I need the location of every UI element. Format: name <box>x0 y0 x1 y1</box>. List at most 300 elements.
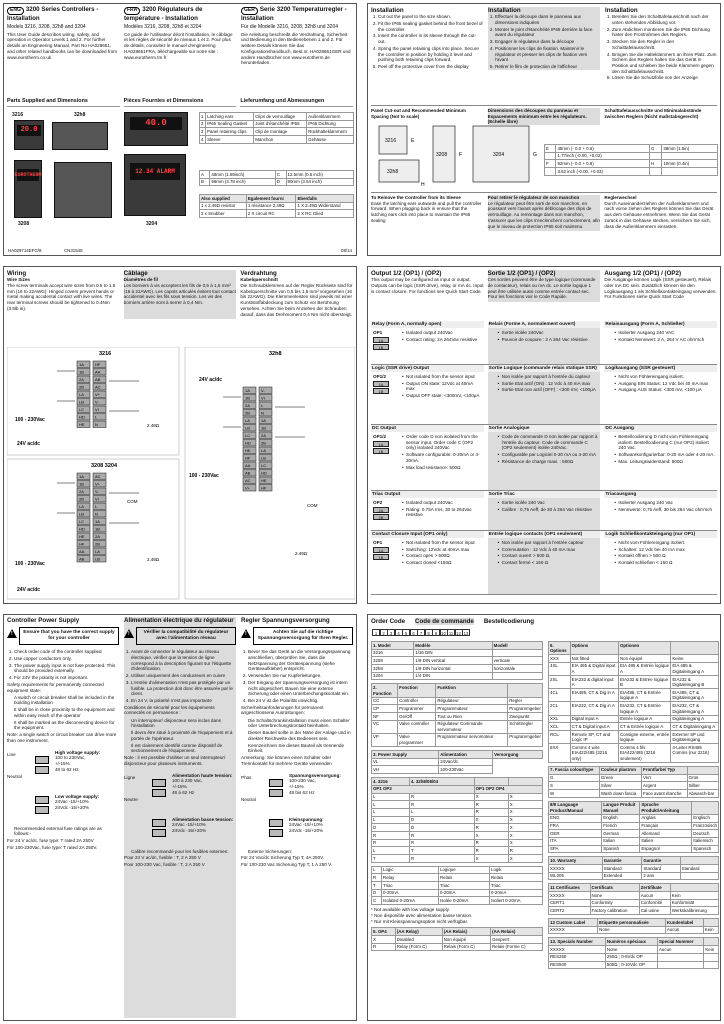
com-label-3208: COM <box>127 499 138 504</box>
output-column <box>488 531 601 594</box>
legend-cell: Isolated 0-20mA <box>382 897 439 905</box>
wire-sizes-fr: Diamètres de fil <box>123 277 158 283</box>
dim-label-g: G <box>533 152 537 158</box>
terminal-label: 2A <box>261 433 266 438</box>
power-supply-title: Regler Spannungsversorgung <box>241 617 330 624</box>
order-table-row <box>372 672 543 680</box>
intro-en: This User Guide describes wiring, safety, and operation in Operator Levels 1 and 2. For further details an Engineering Manual, Part No HA028651, and other related handbooks can be downloaded from www.eurotherm.co.uk <box>7 31 118 60</box>
order-table-cell: Comms 4 wire EIA422/485 (3216 only) <box>570 744 618 763</box>
intro-fr: Ce guide de l'utilisateur décrit l'installation, le câblage et les règles de sécurité de niveaux 1 et 2. Pour plus de détails, consultez le manuel d'engineering HA028651FRA, téléchargeable sur notre site : www.eurotherm.tm.fr <box>124 31 233 60</box>
parts-cell: Latching ears <box>206 113 254 121</box>
order-table-cell: Relais (Form C) <box>442 943 490 951</box>
cutout-cell <box>649 168 661 176</box>
terminal-label: L <box>261 403 264 408</box>
output-sections <box>371 321 717 600</box>
order-table-cell: EIA 485 & Entrée logique A <box>619 663 670 674</box>
order-table-row <box>549 689 719 702</box>
order-note: * Non disponible avec alimentation basse tension. <box>371 912 473 918</box>
terminal-label: HD <box>245 440 251 446</box>
dims-cell: 48mm (1.89inch) <box>210 171 275 179</box>
order-table-cell: 1/8 DIN vertical <box>414 657 492 665</box>
order-table-cell: VP <box>372 733 398 746</box>
output-spec: • Pouvoir de coupure : 2 A 264 Vac résistive <box>498 337 599 343</box>
output-column <box>604 365 717 424</box>
cutout-row <box>545 152 718 160</box>
also-cell: 1 X 2.49Ω Widerstand <box>296 202 354 210</box>
order-table-cell: R <box>409 855 474 863</box>
order-table-cell: Kein <box>703 926 718 934</box>
installation-steps-de <box>605 14 717 81</box>
page-cover <box>3 3 357 256</box>
cutout-cell <box>662 168 718 176</box>
order-title-fr: Code de commande <box>415 618 474 625</box>
output-spec: • Contact open > 500Ω <box>402 553 482 559</box>
order-table-heading: 8/9 Language Product/Manual <box>549 801 602 814</box>
output-column <box>371 321 484 364</box>
display-32h8: 40.0 <box>130 117 182 129</box>
order-code-boxes <box>372 629 470 637</box>
installation-step: 2. Fit the IP65 sealing gasket behind the front bezel of the controller <box>378 21 483 32</box>
order-table-cell: FRA <box>549 822 602 830</box>
footer-date: 08/14 <box>341 247 352 253</box>
also-cell: Ebenfalls <box>296 195 354 203</box>
cutout-title-fr: Dimensions des découpes du panneau et Espacements minimum entre les régulateurs. (Echelle libre) <box>488 108 601 125</box>
order-table-heading: 1. Model <box>372 642 414 650</box>
order-table-cell: L <box>372 801 410 809</box>
also-cell: 2 X RC Glied <box>296 210 354 218</box>
order-table-cell: Green <box>599 774 641 782</box>
order-table-cell: X <box>474 793 508 801</box>
order-table-cell: French <box>602 822 640 830</box>
controller-32h8-photo <box>124 112 188 146</box>
fuse-item: Pour 100-230 Vac, fusible : T, 2 A 250 V <box>124 862 205 868</box>
order-table-cell: Controller <box>398 697 436 705</box>
order-table-t4 <box>371 777 543 863</box>
supply-step: 3. L'entrée d'alimentation n'est pas protégée par un fusible. La protection doit donc être assurée par le client. <box>131 680 236 697</box>
order-table-cell: 2XL <box>549 676 571 689</box>
warning-icon <box>241 629 251 638</box>
op-number: OP1/2 <box>373 374 387 379</box>
safety-item: • Un interrupteur/ disjoncteur sera inclus dans l'installation <box>131 718 236 729</box>
output-section <box>371 491 717 531</box>
hv-spec <box>172 773 236 796</box>
order-table-cell: Espagnol <box>640 845 692 853</box>
order-table-row <box>549 864 719 872</box>
cutout-label-3204: 3204 <box>493 152 505 158</box>
terminal-label: LB <box>95 556 100 562</box>
installation-step: 1. Bereiten Sie den Schalttafelausschnitt nach der unten stehenden Abbildung vor. <box>612 14 717 25</box>
parts-cell: Außenklammern <box>307 113 354 121</box>
order-table-heading: 7. Fascia colour/type <box>549 766 600 774</box>
hv-spec-line: High voltage supply: <box>55 749 101 755</box>
wiring-diagrams <box>7 347 355 601</box>
order-table-cell: Extended <box>602 872 642 880</box>
terminal-label: 1B <box>261 425 266 431</box>
order-table-cell: Kein <box>704 946 719 954</box>
order-table-cell: X <box>474 855 508 863</box>
resistor-label-3216: 2.49Ω <box>147 423 160 428</box>
order-table-cell: CERT2 <box>549 907 591 915</box>
order-table-t11 <box>548 883 719 915</box>
order-table-cell: EIA232, CT & Entrée logique A <box>618 702 670 715</box>
terminal-label: 2A <box>245 403 250 408</box>
terminal-label: LC <box>245 433 251 438</box>
supply-label-3208-lv: 24V ac/dc <box>17 587 41 593</box>
order-table-cell: 6XX <box>549 744 571 763</box>
order-table-cell: Factory calibration <box>590 907 639 915</box>
order-table-heading: Langue Produit Manuel <box>602 801 640 814</box>
lv-spec-line: 24Vdc -15/+20% <box>55 805 90 811</box>
terminal-label: LA <box>261 448 266 453</box>
output-spec: • Contact fermé < 150 Ω <box>498 560 599 566</box>
order-table-heading: (AA Relais) <box>491 928 543 936</box>
parts-row <box>200 113 354 121</box>
remove-text-en: Ease the latching ears outwards and pull the controller forward. When plugging back in ensure that the latching ears click into place to maintain the IP65 sealing <box>371 200 482 223</box>
supply-step: 4. Bei 24 V ist die Polarität unwichtig. <box>248 698 353 704</box>
order-table-row <box>372 649 543 657</box>
order-table-cell: Non équipé <box>618 655 670 663</box>
order-table-cell: ENG <box>549 814 602 822</box>
hv-spec-line: Alimentation haute tension: <box>172 772 233 778</box>
order-table-row <box>549 899 719 907</box>
order-table-cell: T <box>409 847 474 855</box>
order-table-cell: R <box>409 801 474 809</box>
dims-cell: C <box>275 171 286 179</box>
order-table-t1 <box>371 641 543 680</box>
installation-steps-fr <box>488 14 600 70</box>
output-spec: • Kontakt Nennwert: 2 A, 264 V AC ohm'sch <box>614 337 715 343</box>
output-spec: • Contact rating: 2A 264Vac resistive <box>402 337 482 343</box>
label-3216: 3216 <box>12 112 24 118</box>
order-table-cell: Programmgeber <box>509 705 541 711</box>
terminal-label: LC <box>261 463 267 468</box>
output-specs <box>607 434 715 466</box>
order-table-cell: 4CL <box>549 689 571 702</box>
models-de: Für die Modelle 3216, 3208, 32h8 und 3204 <box>241 23 339 30</box>
parts-table <box>199 112 354 144</box>
order-table-row <box>549 946 719 954</box>
parts-headings <box>7 98 353 109</box>
dim-label-h: H <box>421 182 425 188</box>
order-code-box: 2 <box>380 629 388 636</box>
output-heading: Relais (Forme A, normalement ouvert) <box>488 321 601 328</box>
output-terminal: 1A <box>373 337 389 343</box>
order-table-cell: X <box>508 824 542 832</box>
output-specs <box>491 540 599 567</box>
safety-item: • Dieser Bauteil sollte in der Nähe der Anlage und in direkter Reichweite des Bedieners sein. <box>248 730 353 741</box>
output-terminal: 1A <box>373 547 389 553</box>
order-table-cell: GER <box>549 830 602 838</box>
page-power-supply <box>3 614 357 1021</box>
order-table-heading: Sprache Produkt/Anleitung <box>640 801 692 814</box>
order-table-cell: EIA232, CT & Digitaleingang A <box>671 702 719 715</box>
installation-step: 3. Engager le régulateur dans la découpe <box>495 39 600 45</box>
legend-cell: T <box>372 882 382 890</box>
legend-cell: Relay <box>382 874 439 882</box>
order-table-cell: X <box>474 831 508 839</box>
cutout-cell: 45mm (- 0.0 + 0.6) <box>556 145 650 153</box>
output-specs <box>491 330 599 343</box>
op-number: OP1 <box>373 540 383 545</box>
order-table-row <box>549 676 719 689</box>
order-table-cell: X <box>508 816 542 824</box>
order-table-cell: CC <box>372 697 398 705</box>
order-code-box: 13 <box>463 631 469 636</box>
order-table-cell: EIA485, CT & Entrée logique A <box>618 689 670 702</box>
terminal-label: AA <box>95 369 101 375</box>
order-table-cell: Abwasch-bar <box>687 789 718 797</box>
terminal-label: 2B <box>245 410 250 416</box>
output-intro-en: This output may be configured as input or output. Outputs can be logic (SSR drive), relay, or mA dc. Input is contact closure. For functions see Quick Start Code. <box>371 277 484 294</box>
also-row <box>200 202 354 210</box>
terminal-label: VI <box>261 395 265 401</box>
order-table-row <box>372 808 543 816</box>
output-spec: • Sortie Etat actif (ON) : 12 Vdc à 40 mA max <box>498 381 599 387</box>
cutout-label-3208: 3208 <box>436 152 448 158</box>
page-outputs <box>367 266 721 604</box>
order-code-box: 6 <box>410 629 418 636</box>
order-table-cell: Tout ou Rien <box>436 713 508 721</box>
order-table-cell: EIA485, CT & Dig in A <box>570 689 618 702</box>
order-table-cell: X <box>508 793 542 801</box>
order-table-cell: R <box>372 831 410 839</box>
installation-step: 2. Zum Abdichten montieren Sie die IP65 Dichtung hinter den Frontrahmen des Reglers. <box>612 27 717 38</box>
terminal-label: HD <box>261 470 267 476</box>
installation-title-en: Installation <box>371 7 404 14</box>
terminal-label: LA <box>245 418 250 423</box>
lv-spec-line: Kleinspannung: <box>289 816 324 822</box>
terminal-label: AC <box>95 474 101 479</box>
supply-step: 4. En 24 V, la polarité n'est pas importante <box>131 698 236 704</box>
order-table-cell: X <box>508 839 542 847</box>
cutout-cell: 10mm (0.4in) <box>662 160 718 168</box>
legend-cell: Relais <box>439 874 490 882</box>
terminal-label: AB <box>95 377 101 382</box>
output-heading: Entrée logique contacts (OP1 seulement) <box>488 531 601 538</box>
output-spec: • Commutation : 12 Vdc à 40 mA max <box>498 547 599 553</box>
order-code-box: 12 <box>456 631 461 636</box>
terminal-label: 2B <box>261 440 266 446</box>
order-table-row <box>372 657 543 665</box>
order-table-cell: 1/8 DIN horizontal <box>414 665 492 673</box>
order-table-cell: Programmateur servomoteur <box>436 733 508 746</box>
order-table-row <box>549 822 719 830</box>
order-table-cell: Spanisch <box>692 845 719 853</box>
lang-badge-eng: ENG <box>7 7 24 15</box>
output-heading: Logikausgang (SSR gesteuert) <box>604 365 717 372</box>
output-spec: • Configurable par Logiciel 0-20 mA ou 4-20 mA <box>498 452 599 458</box>
order-code-box: 9 <box>432 629 440 636</box>
power-supply-column <box>241 617 353 1018</box>
supply-steps <box>124 649 236 704</box>
dims-cell: 96mm (3.78 inch) <box>210 178 275 186</box>
order-table-cell: R <box>508 847 542 855</box>
neutral-label: Neutre <box>124 796 138 802</box>
safety-requirements: Sicherheitsanforderungen für permanent angeschlossene Ausrüstungen: <box>241 704 324 716</box>
label-3208: 3208 <box>18 221 30 227</box>
cutout-row <box>545 145 718 153</box>
safety-item: • It shall be marked as the disconnecting device for the equipment. <box>14 720 119 731</box>
order-table-cell: German <box>602 830 640 838</box>
cutout-cell: E <box>545 145 556 153</box>
wiring-title-en: Wiring <box>7 270 27 277</box>
order-table-cell: 3204 <box>372 672 414 680</box>
order-table-cell: RES250 <box>549 953 606 961</box>
order-table-cell: On/Off <box>398 713 436 721</box>
remove-text-fr: Le régulateur peut être sorti de son manchon, en poussant vers l'avant après déblocage des clips de verrouillage. Au remontage dans son manchon, s'assurer que les clips s'enclenchent correctement, afin que le niveau de protection IP65 soit maintenu. <box>487 200 600 229</box>
parts-cell: Joint d'étanchéité IP65 <box>254 120 307 128</box>
output-terminal: 1B <box>373 388 389 394</box>
order-table-row <box>549 655 719 663</box>
legend-cell: 0-20mA <box>439 889 490 897</box>
warning-icon <box>7 629 17 638</box>
output-terminals <box>373 507 389 520</box>
fuse-item: • Calibre recommandé pour les fusibles externes: <box>131 849 236 855</box>
terminal-label: HF <box>261 485 267 491</box>
dim-label-e: E <box>411 138 415 144</box>
terminal-label: 1A <box>245 388 250 393</box>
parts-cell: Panel retaining clips <box>206 128 254 136</box>
installation-step: 1. Cut out the panel to the size shown. <box>378 14 483 20</box>
parts-heading-fr: Pièces Fournies et Dimensions <box>124 98 237 107</box>
legend-cell: Isolée 0-20mA <box>439 897 490 905</box>
order-table-cell: None <box>605 946 657 954</box>
order-table-row <box>549 892 719 900</box>
order-table-row <box>549 702 719 715</box>
output-spec: • Switching: 12Vdc at 40mA max <box>402 547 482 553</box>
order-table-cell: Régulateur Commande servomoteur <box>436 720 508 733</box>
lv-supply-diagram <box>124 815 236 849</box>
order-table-cell: Français <box>640 822 692 830</box>
order-table-heading: Garantie <box>642 857 680 865</box>
output-specs <box>491 434 599 466</box>
safety-item: • It shall be in close proximity to the equipment and within easy reach of the operator <box>14 707 119 718</box>
terminal-label: LA <box>79 392 84 397</box>
legend-cell: Triac <box>490 882 543 890</box>
order-table-cell <box>658 961 704 969</box>
terminal-label: LB <box>79 511 84 517</box>
supply-note: Anmerkung: Sie können einen Schalter oder Trennkontakt für mehrere Geräte verwenden <box>241 755 332 766</box>
order-table-cell: 3208 <box>372 657 414 665</box>
lv-supply-diagram <box>7 792 119 826</box>
hv-spec-line: +/-15% <box>172 784 187 790</box>
output-spec: • Rating: 0.75A rms, 30 to 264Vac resistive <box>402 507 482 518</box>
order-table-cell: English <box>602 814 640 822</box>
terminal-label: AA <box>245 463 251 468</box>
order-table-cell: EIA232, CT & Dig in A <box>570 702 618 715</box>
order-table-heading: 3. Power Supply <box>372 751 439 759</box>
order-table-cell: Valve programmer <box>398 733 436 746</box>
also-supplied-table <box>199 194 354 218</box>
terminal-label: 2A <box>79 377 84 382</box>
order-table-cell: Relay (Form C) <box>395 943 442 951</box>
output-spec: • Nicht vom Fühlereingang isoliert. <box>614 540 715 546</box>
hv-spec <box>289 773 353 796</box>
also-cell: 1 résistance 2,49Ω <box>246 202 296 210</box>
installation-step: 5. Retirer le film de protection de l'afficheur <box>495 64 600 70</box>
order-table-cell: Cal usine <box>639 907 670 915</box>
terminal-label: 1B <box>95 526 100 532</box>
output-spec: • Output OFF state: <300mV, <100μA <box>402 393 482 399</box>
output-heading: DC Output <box>371 425 484 432</box>
output-spec: • Sortie Etat non actif (OFF) : <300 mV, <100μA <box>498 387 599 393</box>
cutout-cell <box>662 152 718 160</box>
output-column <box>371 365 484 424</box>
order-table-heading: 4. 3216 <box>372 778 410 786</box>
output-intro-fr: Ces sorties peuvent être de type logique (commande de contacteur), relais ou mA dc. Le sortie logique 1 peut être utilisée aussi comme entrée contact sec. Pour les fonctions voir le Code Rapide. <box>487 277 596 300</box>
cutout-cell <box>649 152 661 160</box>
order-table-cell <box>704 961 719 969</box>
output-spec: • Kontakt schließen < 150 Ω <box>614 560 715 566</box>
controller-3208-photo <box>14 160 42 218</box>
parts-cell: IP65 Dichtung <box>307 120 354 128</box>
output-spec: • Order code D non isolated from the sensor input. Order code C (OP2 only) isolated 240Vac <box>402 434 482 451</box>
order-table-cell: Konformität <box>670 899 718 907</box>
order-table-cell: RES500 <box>549 961 606 969</box>
order-table-cell: Relais (Forme C) <box>491 943 543 951</box>
op-number: OP1 <box>373 330 383 335</box>
lv-spec-line: 24Vac -15/+10% <box>289 822 323 828</box>
title-de: Serie 3200 Temperaturregler - Installation <box>241 6 347 22</box>
output-column <box>488 425 601 490</box>
terminal-label: 2A <box>95 534 100 539</box>
fuse-list <box>124 849 236 868</box>
order-table-cell: Not fitted <box>570 655 618 663</box>
order-table-heading: (AA Relay) <box>395 928 442 936</box>
order-table-heading: 11 Certificates <box>549 884 591 892</box>
cutout-dimension-table <box>544 144 718 176</box>
output-spec: • Sortie isolée 240 Vac <box>498 500 599 506</box>
power-supply-column <box>7 617 119 1018</box>
warning-icon <box>124 629 134 638</box>
order-table-heading: Frontfarbe/ Typ <box>642 766 688 774</box>
safety-item: • Il devra être situé à proximité de l'équipement et à portée de l'opérateur. <box>131 730 236 741</box>
supply-terminals <box>269 779 283 799</box>
order-table-cell: horizontale <box>492 665 542 673</box>
lv-spec <box>289 817 353 834</box>
legend-cell: R <box>372 874 382 882</box>
order-table-cell: 3216 <box>372 649 414 657</box>
order-code-right <box>548 641 719 972</box>
order-table-cell <box>492 672 542 680</box>
output-spec: • Ausgang AUS Status: <300 mV, <100 μA <box>614 387 715 393</box>
output-column <box>371 531 484 594</box>
order-table-cell: VL <box>372 758 439 766</box>
supply-steps <box>7 649 119 681</box>
order-table-cell: CT & Digitaleingang A <box>671 723 719 731</box>
cutout-cell: G <box>649 145 661 153</box>
output-terminals <box>373 337 389 350</box>
order-table-cell: None <box>598 926 666 934</box>
controller-3216-side-photo <box>52 122 108 150</box>
order-table-cell: 1/4 DIN <box>414 672 492 680</box>
output-spec: • Output ON state: 12Vdc at 40mA max <box>402 381 482 392</box>
order-table-row <box>549 662 719 675</box>
order-table-cell: Conformité <box>639 899 670 907</box>
order-table-t3 <box>371 750 543 774</box>
output-spec: • Non isolée par rapport à l'entrée capteur <box>498 540 599 546</box>
order-table-cell: L <box>409 808 474 816</box>
order-table-heading: Special Nummer <box>658 938 704 946</box>
output-column <box>604 531 717 594</box>
legend-cell: Relais <box>490 874 543 882</box>
terminal-label: AB <box>79 556 85 562</box>
parts-cell: Gehäuse <box>307 136 354 144</box>
lv-spec <box>172 817 236 834</box>
parts-cell: 3 <box>200 128 206 136</box>
output-spec: • Ausgang EIN Status: 12 Vdc bei 40 mA max <box>614 381 715 387</box>
output-spec: • Kontakt öffnen > 500 Ω <box>614 553 715 559</box>
